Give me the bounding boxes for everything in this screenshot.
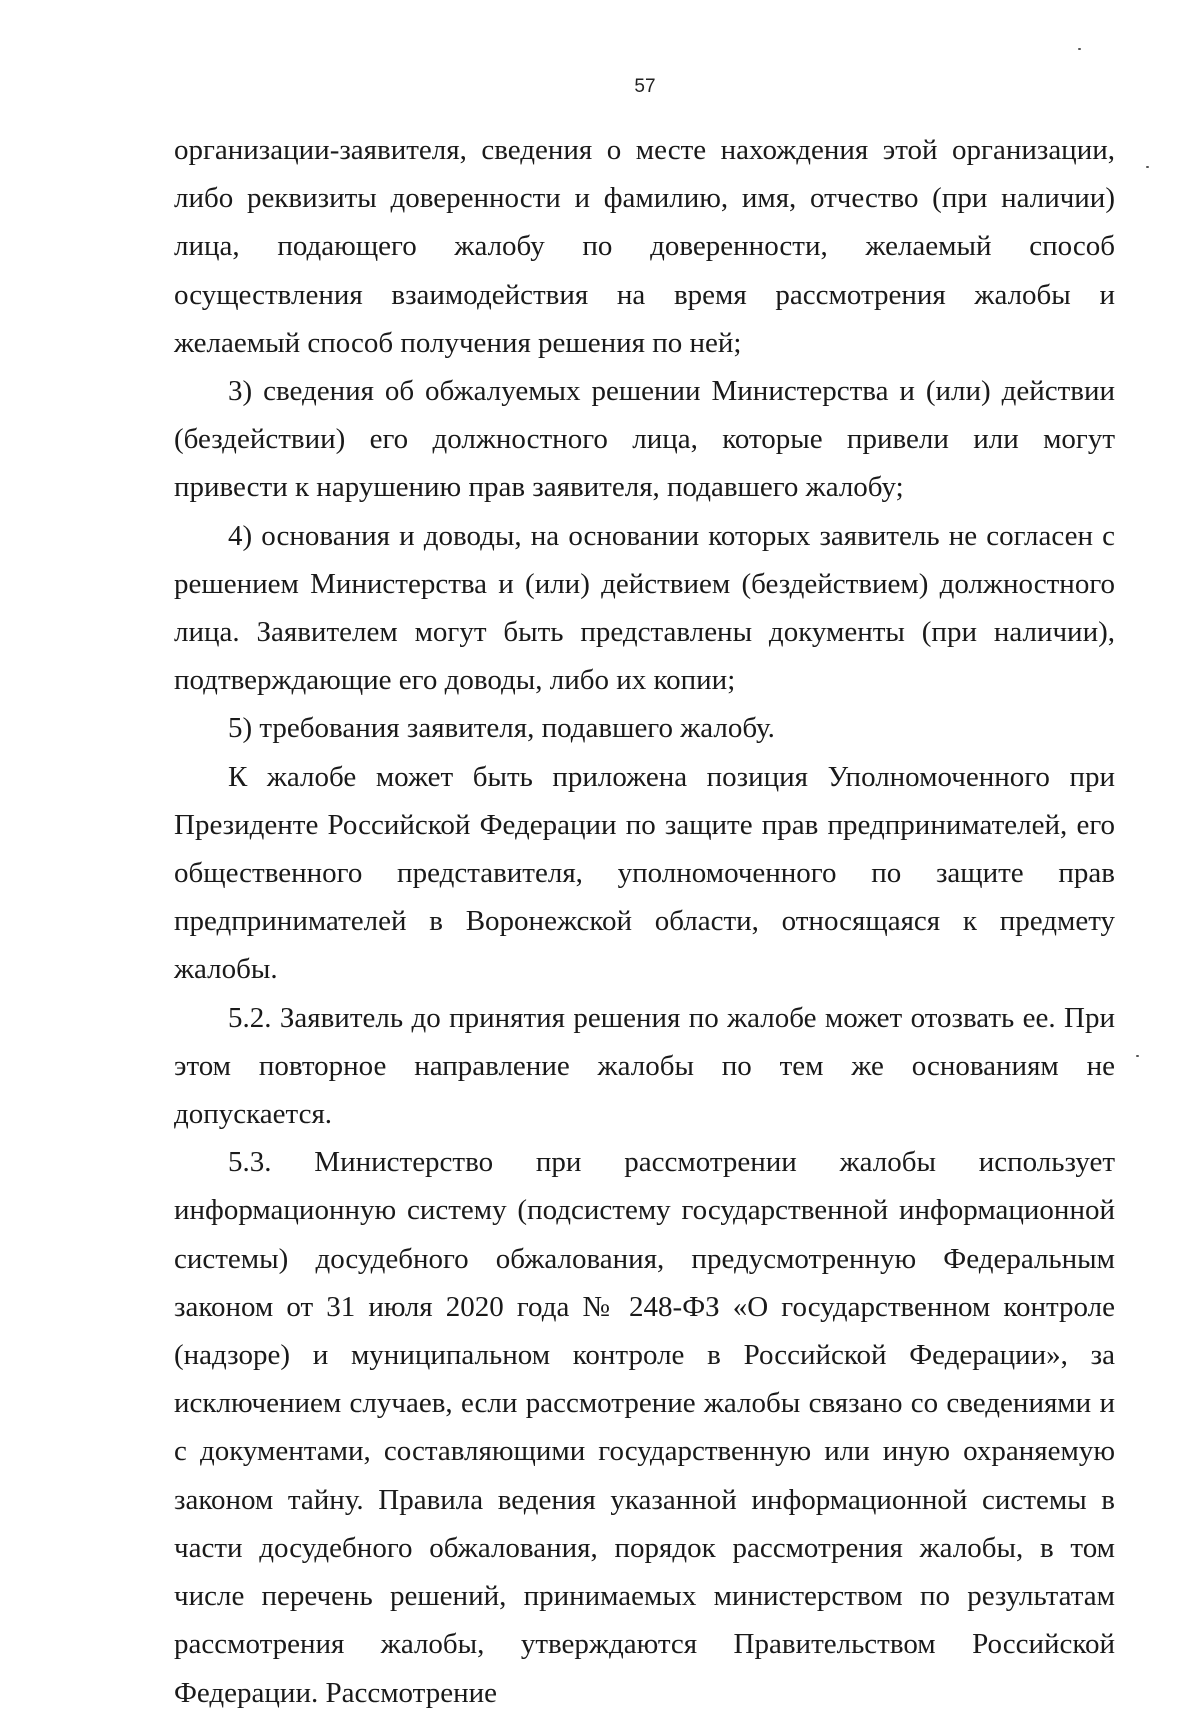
paragraph-ombudsman-position: К жалобе может быть приложена позиция Уполномоченного при Президенте Российской Федерации по защите прав предпринимателей, его общественного представителя, уполномоченного по защите прав предпринимателей в Воронежской области, относящаяся к предмету жалобы. bbox=[174, 760, 1115, 986]
paragraph-5-3: 5.3. Министерство при рассмотрении жалобы использует информационную систему (подсистему государственной информационной системы) досудебного обжалования, предусмотренную Федеральным законом от 31 июля 2020 года № 248-ФЗ «О государственном контроле (надзоре) и муниципальном контроле в Российской Федерации», за исключением случаев, если рассмотрение жалобы связано со сведениями и с документами, составляющими государственную или иную охраняемую законом тайну. Правила ведения указанной информационной системы в части досудебного обжалования, порядок рассмотрения жалобы, в том числе перечень решений, принимаемых министерством по результатам рассмотрения жалобы, утверждаются Правительством Российской Федерации. Рассмотрение bbox=[174, 1146, 1115, 1709]
paragraph-item-3: 3) сведения об обжалуемых решении Министерства и (или) действии (бездействии) его должностного лица, которые привели или могут привести к нарушению прав заявителя, подавшего жалобу; bbox=[174, 375, 1115, 504]
scan-speck bbox=[1136, 1055, 1139, 1057]
scan-speck bbox=[1078, 48, 1081, 50]
scan-speck bbox=[1146, 166, 1149, 168]
paragraph-item-4: 4) основания и доводы, на основании которых заявитель не согласен с решением Министерства и (или) действием (бездействием) должностного лица. Заявителем могут быть представлены документы (при наличии), подтверждающие его доводы, либо их копии; bbox=[174, 519, 1115, 697]
document-body bbox=[174, 126, 1115, 1717]
paragraph-5-2: 5.2. Заявитель до принятия решения по жалобе может отозвать ее. При этом повторное направление жалобы по тем же основаниям не допускается. bbox=[174, 1001, 1115, 1131]
paragraph-item-5: 5) требования заявителя, подавшего жалобу. bbox=[228, 712, 775, 745]
paragraph-continuation: организации-заявителя, сведения о месте нахождения этой организации, либо реквизиты доверенности и фамилию, имя, отчество (при наличии) лица, подающего жалобу по доверенности, желаемый способ осуществления взаимодействия на время рассмотрения жалобы и желаемый способ получения решения по ней; bbox=[174, 134, 1115, 359]
page-number: 57 bbox=[634, 76, 656, 97]
